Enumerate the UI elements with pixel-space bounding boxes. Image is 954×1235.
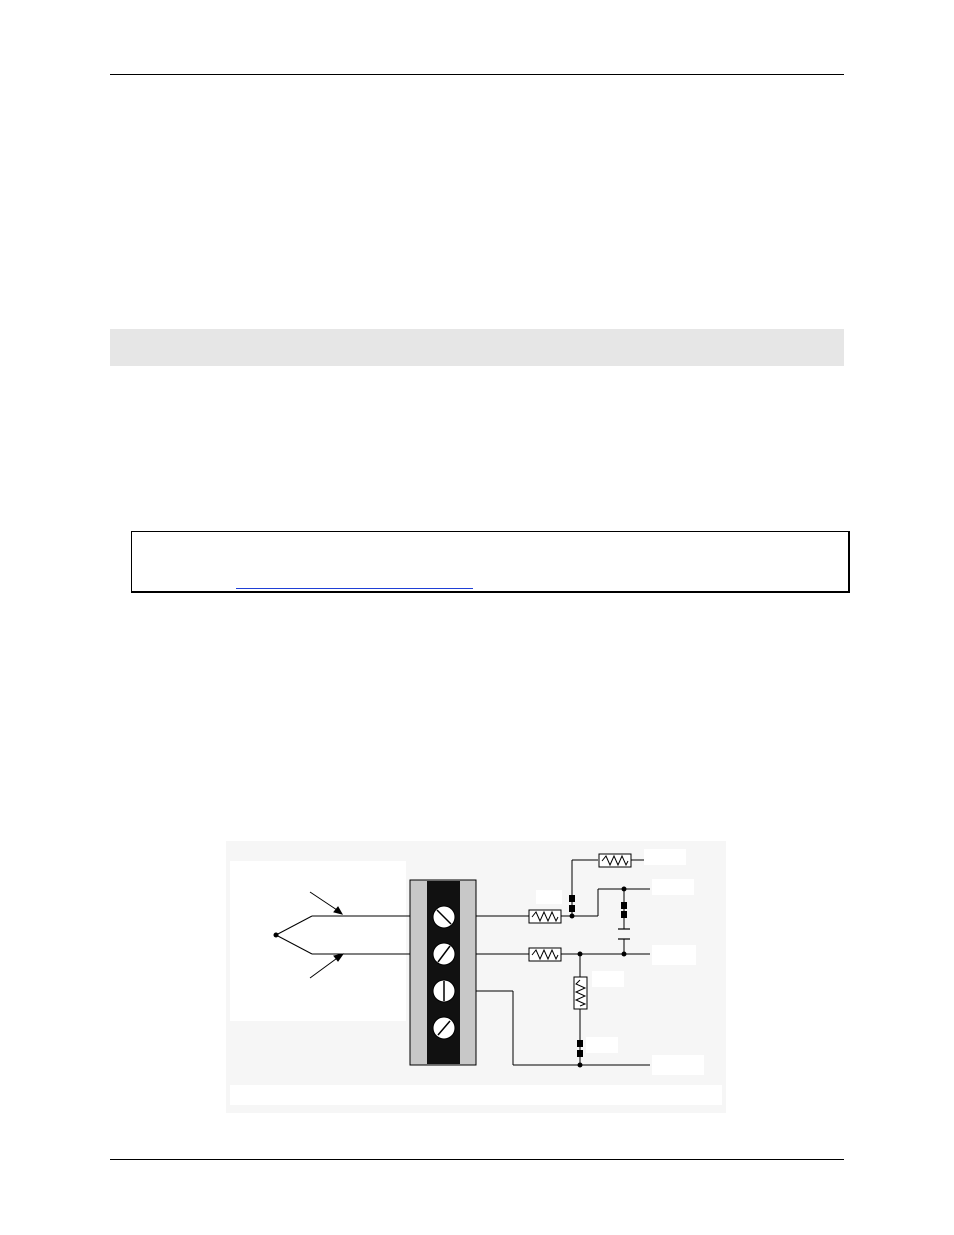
junction-dot bbox=[274, 933, 279, 938]
footer-rule bbox=[110, 1159, 844, 1160]
resistor-2 bbox=[529, 948, 561, 961]
thermocouple-wiring-diagram bbox=[226, 841, 726, 1113]
info-box bbox=[131, 531, 850, 593]
resistor-4 bbox=[574, 977, 587, 1009]
header-rule bbox=[110, 74, 844, 75]
diagram-bottom-strip bbox=[230, 1085, 722, 1105]
caution-box bbox=[110, 329, 844, 366]
resistor-3 bbox=[599, 854, 631, 867]
info-link[interactable] bbox=[236, 588, 473, 589]
resistor-1 bbox=[529, 910, 561, 923]
